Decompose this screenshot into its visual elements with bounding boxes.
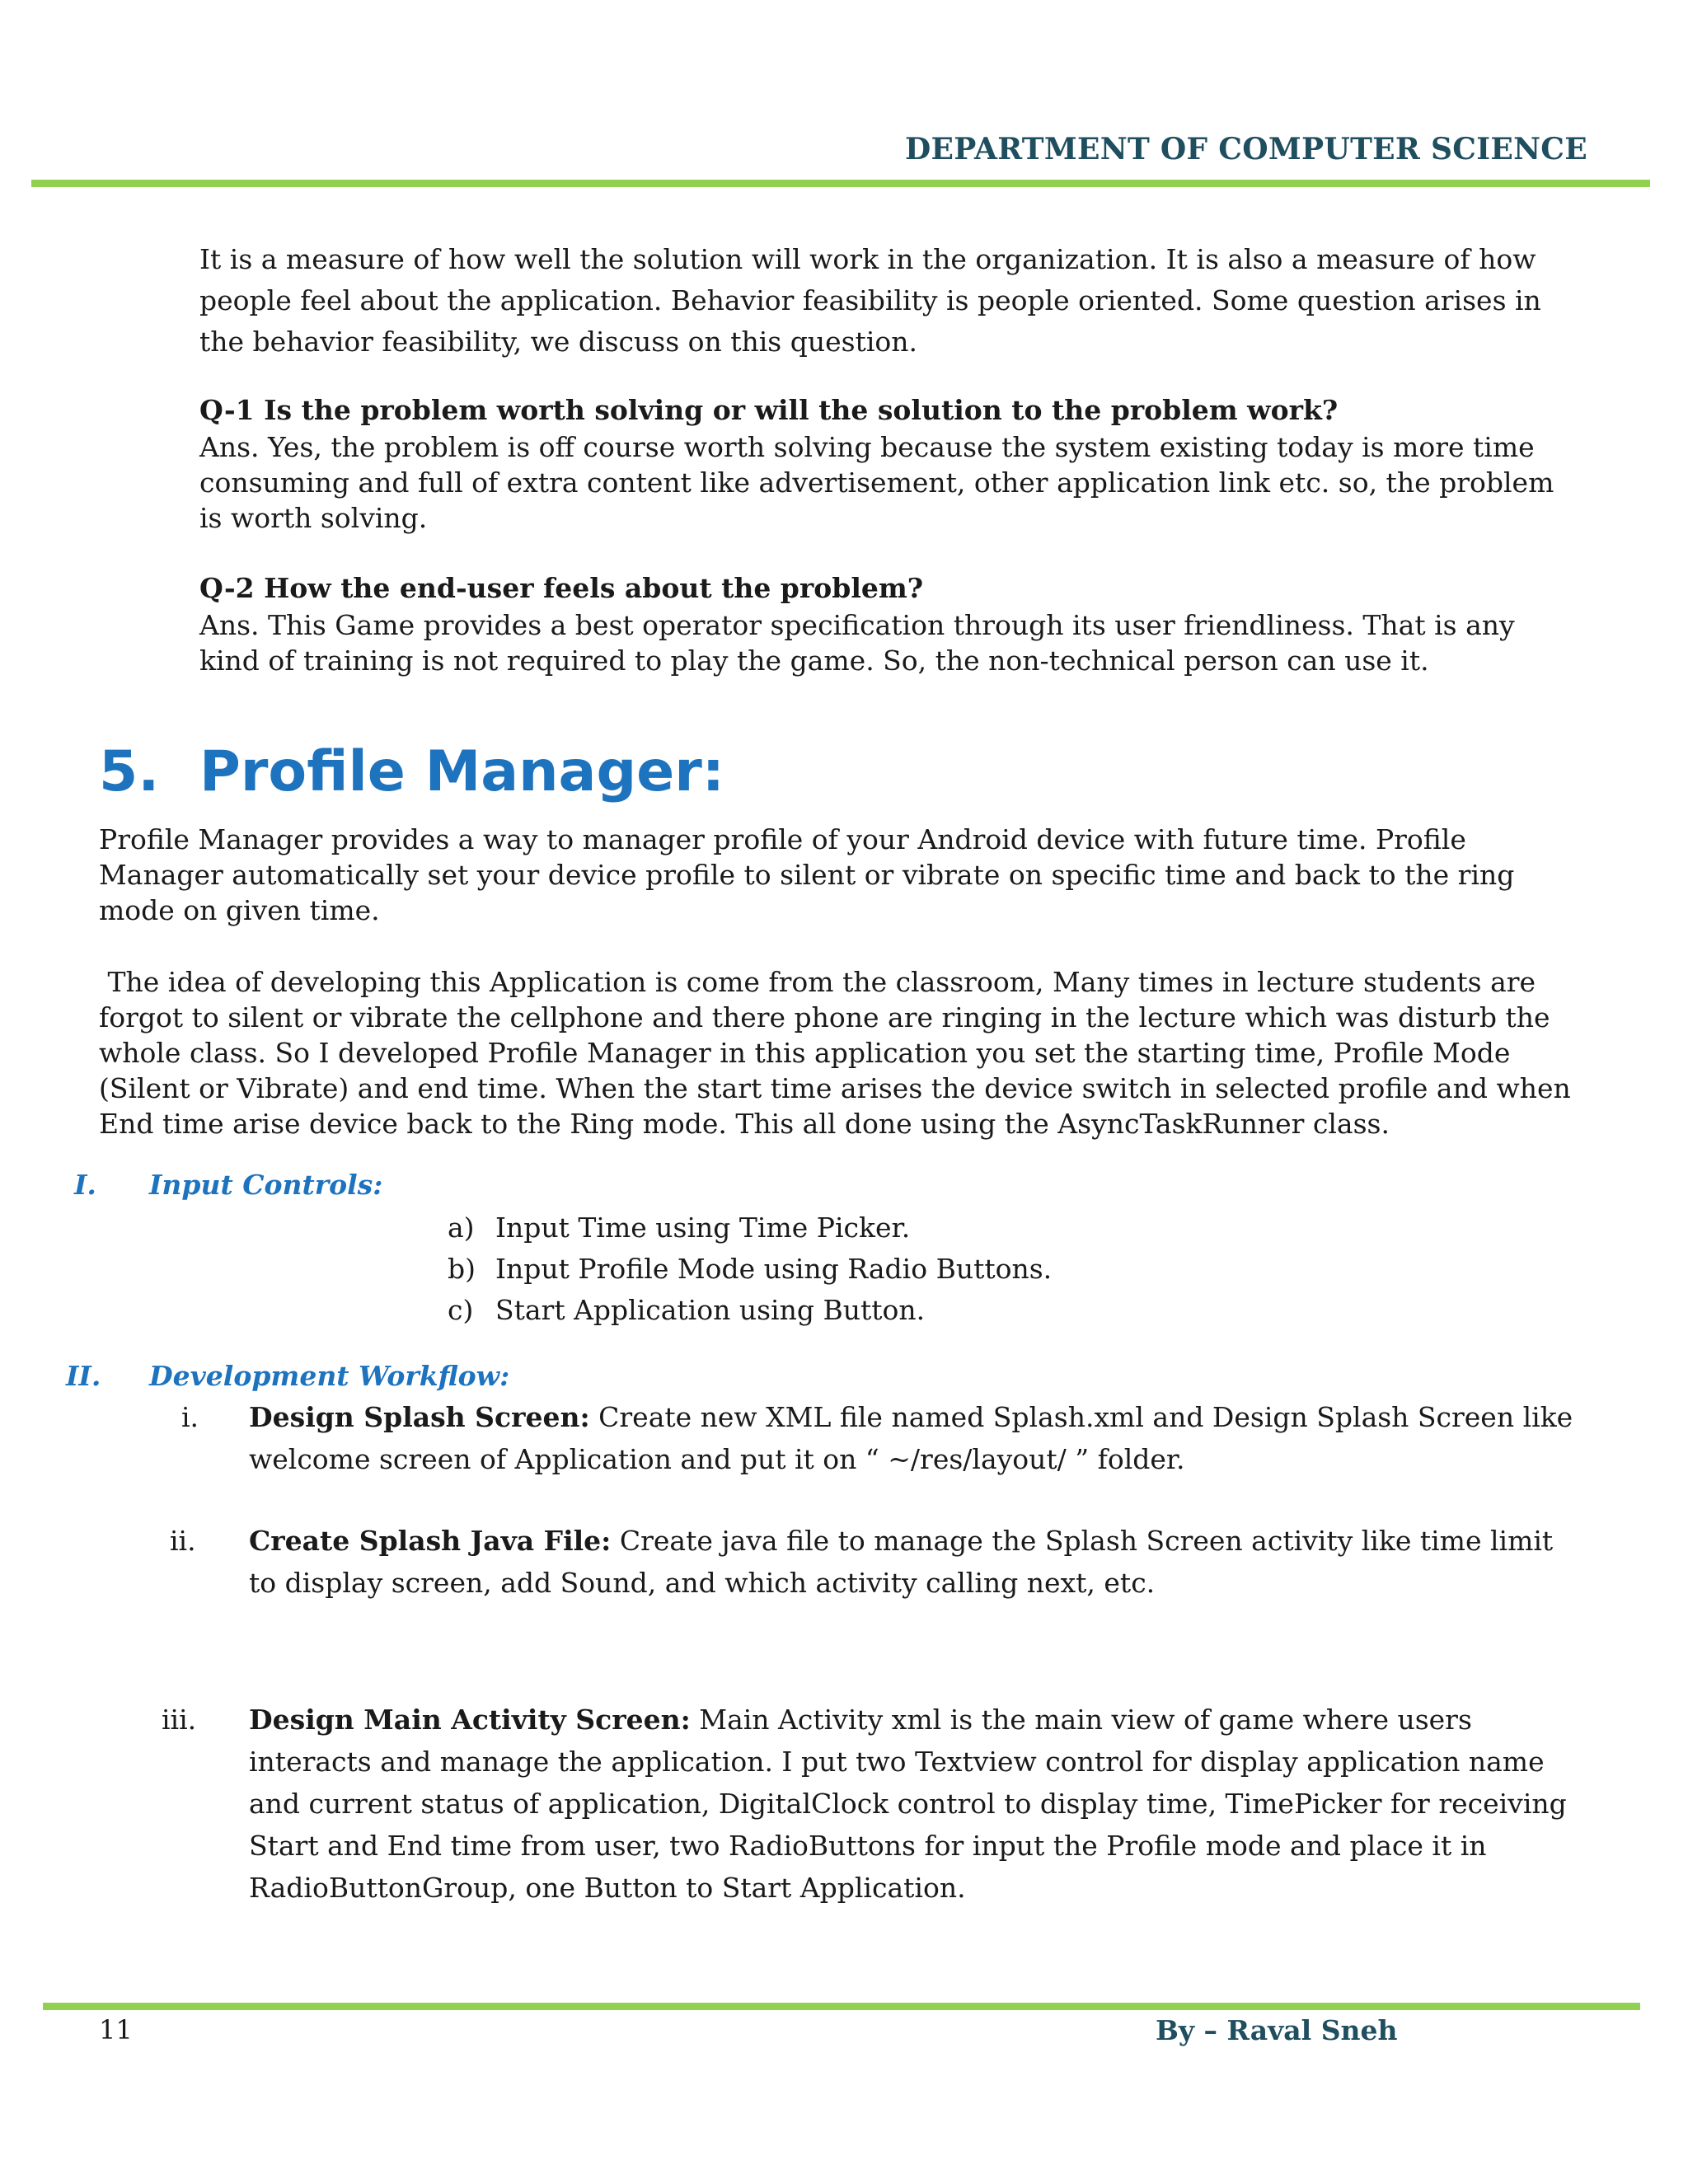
section-heading (99, 739, 724, 804)
step-text: Create java file to manage the Splash Screen activity like time limit to display screen, add Sound, and which activity calling next, etc. (249, 1525, 1554, 1599)
roman-numeral: I. (74, 1169, 96, 1201)
section-paragraph-2: The idea of developing this Application is come from the classroom, Many times in lecture students are forgot to silent or vibrate the cellphone and there phone are ringing in the lecture which was disturb the whole class. So I developed Profile Manager in this application you set the starting time, Profile Mode (Silent or Vibrate) and end time. When the start time arises the device switch in selected profile and when End time arise device back to the Ring mode. This all done using the AsyncTaskRunner class. (99, 966, 1580, 1140)
list-marker: b) (448, 1253, 476, 1285)
question-block-1 (199, 394, 1574, 536)
step-text: Create new XML file named Splash.xml and Design Splash Screen like welcome screen of Application and put it on “ ~/res/layout/ ” folder. (249, 1401, 1573, 1475)
workflow-step (249, 1396, 1584, 1480)
section-paragraph-1: Profile Manager provides a way to manager profile of your Android device with future time. Profile Manager automatically set your device profile to silent or vibrate on specific time and back to the ring mode on given time. (99, 823, 1515, 926)
step-marker: ii. (170, 1525, 196, 1557)
step-marker: iii. (162, 1704, 197, 1736)
list-text: Input Profile Mode using Radio Buttons. (495, 1253, 1053, 1285)
step-title: Design Splash Screen: (249, 1401, 590, 1433)
author-credit: By – Raval Sneh (1156, 2014, 1398, 2046)
footer-rule (43, 2003, 1640, 2010)
step-title: Create Splash Java File: (249, 1525, 612, 1557)
list-item (448, 1253, 1052, 1285)
list-marker: c) (448, 1294, 474, 1326)
list-text: Start Application using Button. (495, 1294, 926, 1326)
question-answer: Ans. Yes, the problem is off course worth solving because the system existing today is more time consuming and full of extra content like advertisement, other application link etc. so, the problem is worth solving. (199, 431, 1554, 534)
workflow-step (249, 1520, 1584, 1604)
header-rule (31, 180, 1650, 187)
department-header: DEPARTMENT OF COMPUTER SCIENCE (904, 132, 1587, 166)
question-answer: Ans. This Game provides a best operator specification through its user friendliness. That is any kind of training is not required to play the game. So, the non-technical person can use it. (199, 609, 1515, 677)
intro-paragraph: It is a measure of how well the solution will work in the organization. It is also a measure of how people feel about the application. Behavior feasibility is people oriented. Some question arises in the behavior feasibility, we discuss on this question. (199, 243, 1541, 358)
page-number: 11 (99, 2014, 133, 2046)
section-title: Profile Manager: (199, 739, 724, 804)
step-marker: i. (181, 1401, 199, 1433)
subheading-title: Input Controls: (149, 1169, 383, 1201)
workflow-step (249, 1699, 1584, 1909)
list-marker: a) (448, 1212, 475, 1244)
question-title: Q-1 Is the problem worth solving or will the solution to the problem work? (199, 394, 1339, 426)
question-block-2 (199, 572, 1574, 678)
section-number: 5. (99, 739, 160, 804)
subheading-title: Development Workflow: (149, 1360, 510, 1392)
list-item (448, 1212, 910, 1244)
list-item (448, 1294, 925, 1326)
question-title: Q-2 How the end-user feels about the problem? (199, 572, 924, 604)
step-title: Design Main Activity Screen: (249, 1704, 691, 1736)
list-text: Input Time using Time Picker. (495, 1212, 911, 1244)
roman-numeral: II. (66, 1360, 101, 1392)
step-text: Main Activity xml is the main view of game where users interacts and manage the application. I put two Textview control for display application name and current status of application, DigitalClock control to display time, TimePicker for receiving Start and End time from user, two RadioButtons for input the Profile mode and place it in RadioButtonGroup, one Button to Start Application. (249, 1704, 1567, 1904)
